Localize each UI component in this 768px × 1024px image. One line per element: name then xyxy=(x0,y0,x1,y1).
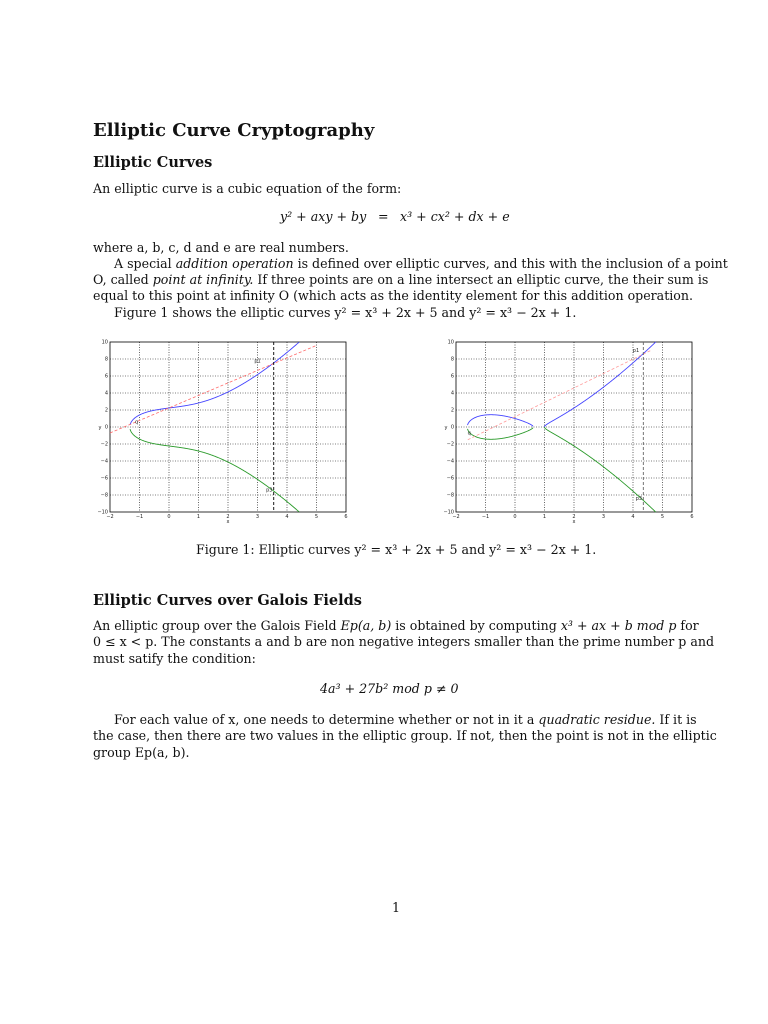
y-tick-label: −10 xyxy=(97,509,108,516)
figure-caption: Figure 1: Elliptic curves y² = x³ + 2x + 5 and y² = x³ − 2x + 1. xyxy=(196,542,597,557)
equation-rhs: x³ + cx² + dx + e xyxy=(400,209,510,224)
y-tick-label: 0 xyxy=(450,424,454,431)
y-axis-label: y xyxy=(444,425,448,431)
section-heading-elliptic-curves: Elliptic Curves xyxy=(93,154,213,171)
x-tick-label: 2 xyxy=(226,514,230,520)
point-label-p3: p3 xyxy=(266,487,273,494)
x-tick-label: −1 xyxy=(135,514,144,520)
x-tick-label: 0 xyxy=(513,514,517,520)
y-tick-label: 6 xyxy=(104,373,108,380)
point-label-p1: p1 xyxy=(632,348,640,355)
chart-right xyxy=(443,336,696,530)
emphasis-text: quadratic residue. xyxy=(538,712,656,727)
paragraph-line xyxy=(93,272,708,289)
y-tick-label: 0 xyxy=(104,424,108,431)
math-text: Ep(a, b) xyxy=(340,618,392,633)
x-tick-label: −2 xyxy=(106,514,114,520)
x-axis-label: x xyxy=(226,519,230,525)
y-tick-label: −2 xyxy=(100,441,108,448)
text-run: For each value of x, one needs to determine whether or not in it a xyxy=(114,712,539,727)
x-tick-label: 4 xyxy=(631,514,635,520)
x-tick-label: −1 xyxy=(481,514,490,520)
x-tick-label: 3 xyxy=(255,514,260,520)
emphasis-text: point at infinity. xyxy=(152,272,254,287)
x-tick-label: 1 xyxy=(542,514,547,520)
paragraph-line: must satify the condition: xyxy=(93,651,256,666)
x-tick-label: 4 xyxy=(285,514,289,520)
paragraph-line: group Ep(a, b). xyxy=(93,745,190,760)
paragraph-line: equal to this point at infinity O (which acts as the identity element for this addition operation. xyxy=(93,288,693,303)
x-tick-label: 5 xyxy=(660,514,665,520)
y-axis-label: y xyxy=(98,425,102,431)
condition-equation: 4a³ + 27b² mod p ≠ 0 xyxy=(320,681,459,696)
paragraph-line: 0 ≤ x < p. The constants a and b are non negative integers smaller than the prime number p and xyxy=(93,634,715,649)
text-run: If three points are on a line intersect an elliptic curve, the their sum is xyxy=(253,272,709,287)
point-label-p1: p1 xyxy=(254,358,261,365)
paragraph-line xyxy=(93,618,699,635)
equation-relation: = xyxy=(378,209,389,224)
x-tick-label: 2 xyxy=(572,514,576,520)
y-tick-label: −10 xyxy=(443,509,454,516)
text-run: for xyxy=(676,618,699,633)
point-label-p3: p3 xyxy=(635,496,643,503)
math-text: x³ + ax + b mod p xyxy=(560,618,677,633)
y-tick-label: −4 xyxy=(446,458,454,465)
y-tick-label: 10 xyxy=(447,339,454,346)
y-tick-label: 8 xyxy=(450,356,454,363)
text-run: is obtained by computing xyxy=(391,618,561,633)
x-tick-label: 5 xyxy=(314,514,319,520)
y-tick-label: −4 xyxy=(100,458,108,465)
section-heading-galois: Elliptic Curves over Galois Fields xyxy=(93,592,362,609)
page-title: Elliptic Curve Cryptography xyxy=(93,120,375,141)
y-tick-label: −6 xyxy=(100,475,108,482)
text-run: An elliptic group over the Galois Field xyxy=(93,618,341,633)
y-tick-label: −8 xyxy=(100,492,108,499)
paragraph-line xyxy=(114,712,697,729)
x-tick-label: 6 xyxy=(344,514,348,520)
y-tick-label: 2 xyxy=(104,407,108,414)
y-tick-label: −6 xyxy=(446,475,454,482)
y-tick-label: 4 xyxy=(104,390,108,397)
emphasis-text: addition operation xyxy=(175,256,294,271)
text-run: O, called xyxy=(93,272,153,287)
x-tick-label: 6 xyxy=(690,514,694,520)
paragraph-line xyxy=(114,256,728,273)
y-tick-label: 10 xyxy=(101,339,108,346)
chart-left xyxy=(97,336,350,530)
y-tick-label: 2 xyxy=(450,407,454,414)
text-run: A special xyxy=(114,256,176,271)
x-tick-label: 0 xyxy=(167,514,171,520)
x-axis-label: x xyxy=(572,519,576,525)
intro-text: An elliptic curve is a cubic equation of the form: xyxy=(93,181,402,196)
point-label-q: q xyxy=(467,430,471,437)
y-tick-label: 4 xyxy=(450,390,454,397)
x-tick-label: 1 xyxy=(196,514,201,520)
x-tick-label: 3 xyxy=(601,514,606,520)
x-tick-label: −2 xyxy=(452,514,460,520)
y-tick-label: −8 xyxy=(446,492,454,499)
figure-reference-text: Figure 1 shows the elliptic curves y² = x³ + 2x + 5 and y² = x³ − 2x + 1. xyxy=(114,305,577,320)
y-tick-label: 8 xyxy=(104,356,108,363)
page-number: 1 xyxy=(392,900,401,915)
equation-lhs: y² + axy + by xyxy=(280,209,367,224)
point-label-q: q xyxy=(134,419,139,426)
y-tick-label: −2 xyxy=(446,441,454,448)
paragraph-line: the case, then there are two values in the elliptic group. If not, then the point is not in the elliptic xyxy=(93,728,717,743)
text-run: is defined over elliptic curves, and this with the inclusion of a point xyxy=(293,256,728,271)
y-tick-label: 6 xyxy=(450,373,454,380)
text-run: If it is xyxy=(655,712,697,727)
where-text: where a, b, c, d and e are real numbers. xyxy=(93,240,349,255)
